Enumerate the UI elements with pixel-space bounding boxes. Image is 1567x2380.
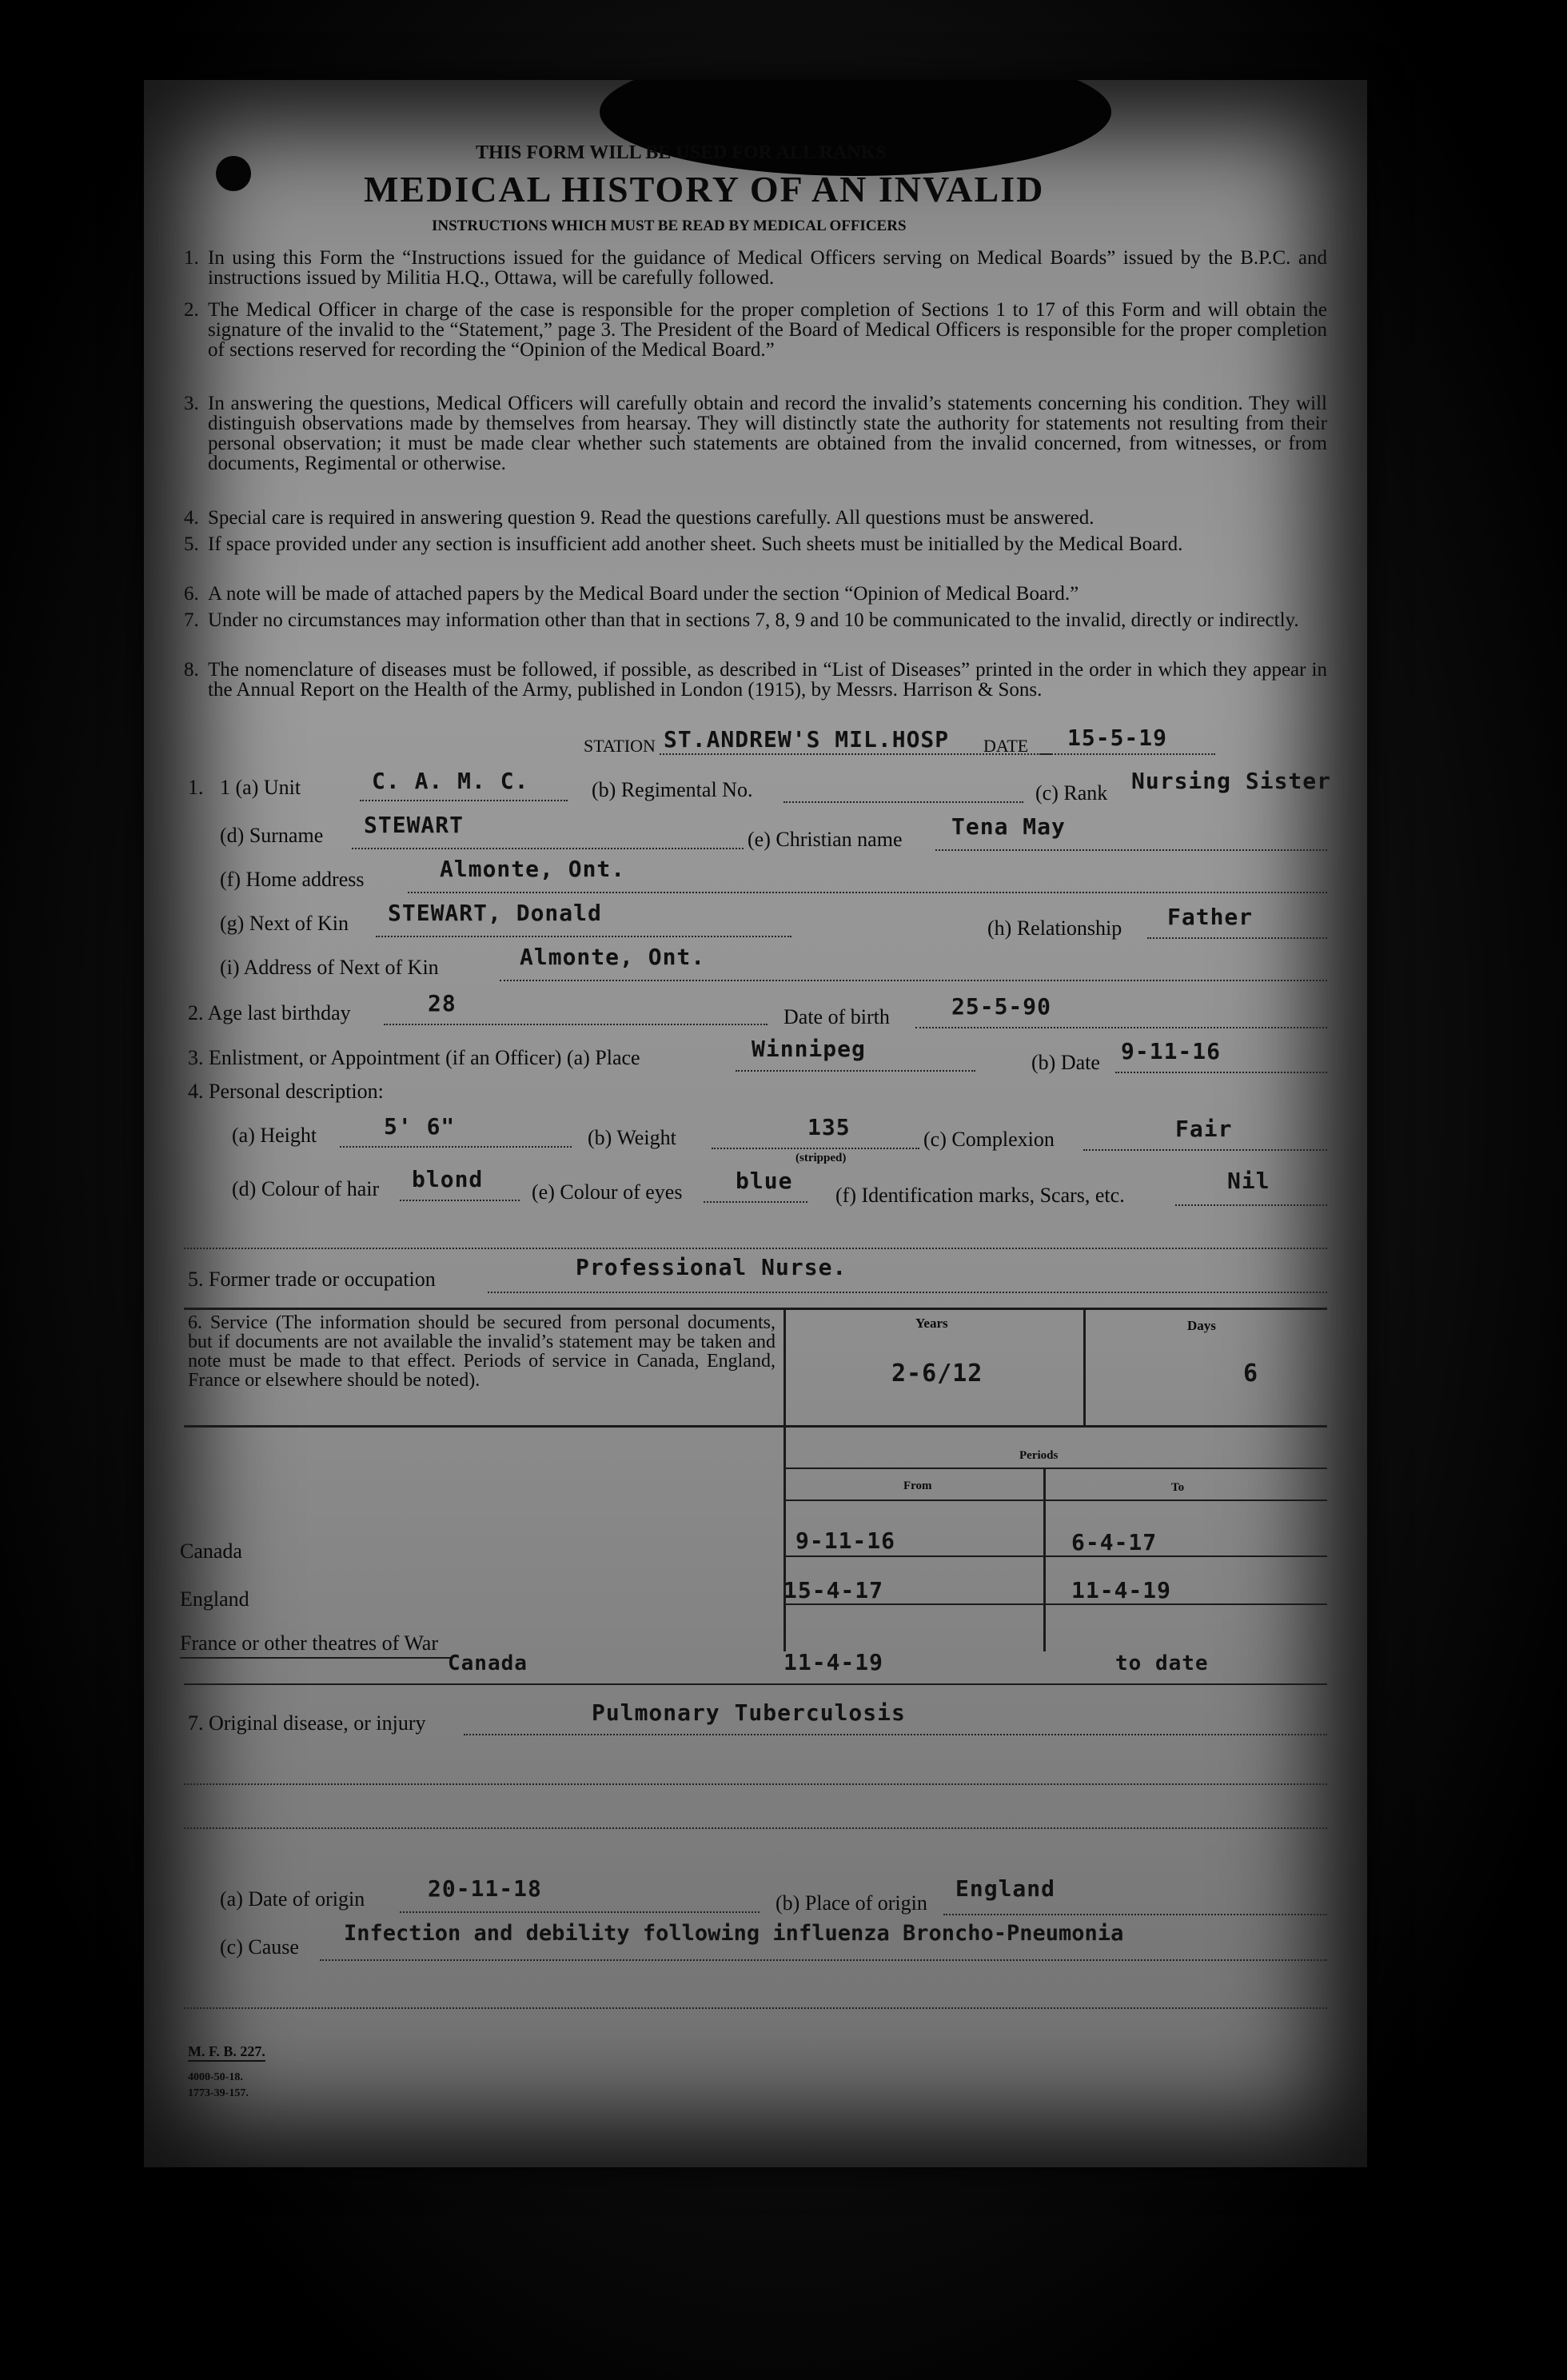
rank-label: (c) Rank [1035,781,1108,805]
disease-extra-line-1 [184,1783,1327,1785]
home-address-value: Almonte, Ont. [440,856,626,882]
instruction-5: 5. If space provided under any section is insufficient add another sheet. Such sheets must be initialled by the Medical Board. [184,533,1183,555]
service-row-place: Canada [180,1539,242,1563]
original-disease-line [464,1734,1327,1735]
service-table-top-rule [184,1308,1327,1310]
personal-description-label: 4. Personal description: [188,1080,384,1103]
service-table-col2-divider [1083,1308,1086,1428]
cause-label: (c) Cause [220,1935,299,1959]
instruction-2: 2. The Medical Officer in charge of the case is responsible for the proper completion of Sections 1 to 17 of this Form and will obtain the signature of the invalid to the “Statement,” page 3. The President of the Board of Medical Officers is responsible for the proper completion of sections reserved for recording the “Opinion of the Medical Board.” [184,299,1327,361]
service-row-from: 11-4-19 [784,1649,884,1675]
christian-name-value: Tena May [951,813,1066,840]
instructions-heading: INSTRUCTIONS WHICH MUST BE READ BY MEDICAL OFFICERS [432,218,907,234]
height-value: 5' 6" [384,1113,456,1140]
hair-colour-line [400,1200,520,1201]
weight-label: (b) Weight [588,1126,676,1149]
age-value: 28 [428,990,457,1016]
instruction-8: 8. The nomenclature of diseases must be followed, if possible, as described in “List of Diseases” printed in the order in which they appear in the Annual Report on the Health of the Army, published in London (1915), by Messrs. Harrison & Sons. [184,659,1327,701]
cause-value: Infection and debility following influenza Broncho-Pneumonia [344,1921,1124,1946]
stripped-note: (stripped) [795,1152,847,1164]
kin-address-label: (i) Address of Next of Kin [220,956,439,979]
age-label: 2. Age last birthday [188,1001,351,1024]
service-row-to: 11-4-19 [1071,1577,1172,1603]
weight-value: 135 [807,1114,851,1140]
kin-address-value: Almonte, Ont. [520,944,706,970]
christian-name-line [935,849,1327,851]
surname-label: (d) Surname [220,824,324,847]
years-header: Years [915,1316,948,1331]
form-number: M. F. B. 227. [188,2043,265,2062]
from-to-header-rule [784,1499,1327,1501]
service-row-place: France or other theatres of War [180,1631,439,1655]
form-header-note: THIS FORM WILL BE USED FOR ALL RANKS [476,142,887,163]
service-row-place-handwritten: Canada [448,1651,528,1675]
relationship-value: Father [1167,904,1254,930]
enlistment-date-label: (b) Date [1031,1051,1100,1074]
service-row-to: to date [1115,1651,1209,1675]
days-header: Days [1187,1318,1216,1333]
date-value: 15-5-19 [1067,725,1168,751]
origin-date-value: 20-11-18 [428,1875,542,1902]
next-of-kin-label: (g) Next of Kin [220,912,349,935]
form-title: MEDICAL HISTORY OF AN INVALID [364,169,1045,210]
hair-colour-label: (d) Colour of hair [232,1177,380,1200]
disease-extra-line-2 [184,1827,1327,1829]
relationship-line [1147,937,1327,939]
home-address-label: (f) Home address [220,868,365,891]
print-code-1: 4000-50-18. [188,2071,243,2083]
cause-extra-line [184,2007,1327,2009]
height-label: (a) Height [232,1124,317,1147]
enlistment-place-value: Winnipeg [752,1036,866,1062]
service-row-from: 9-11-16 [795,1527,896,1554]
height-line [340,1146,572,1148]
next-of-kin-value: STEWART, Donald [388,900,602,926]
identification-marks-line [1175,1204,1327,1206]
former-trade-value: Professional Nurse. [576,1254,847,1280]
station-value: ST.ANDREW'S MIL.HOSP [664,726,950,753]
original-disease-label: 7. Original disease, or injury [188,1711,426,1735]
instruction-6: 6. A note will be made of attached papers by the Medical Board under the section “Opinion of Medical Board.” [184,583,1079,605]
kin-address-line [500,980,1327,981]
former-trade-label: 5. Former trade or occupation [188,1268,436,1291]
complexion-label: (c) Complexion [923,1128,1055,1151]
instruction-3: 3. In answering the questions, Medical Officers will carefully obtain and record the invalid’s statements concerning his condition. They will distinguish observations made by themselves from hearsay. They will distinctly state the authority for statements not resulting from their personal observation; it must be made clear whether such statements are obtained from the invalid concerned, from witnesses, or from documents, Regimental or otherwise. [184,393,1327,474]
eyes-colour-line [704,1201,807,1203]
weight-line [712,1148,919,1149]
surname-line [352,848,744,849]
section-1-number: 1. [188,776,204,799]
relationship-label: (h) Relationship [987,916,1122,940]
enlistment-date-value: 9-11-16 [1121,1038,1222,1064]
complexion-value: Fair [1175,1116,1233,1142]
from-to-divider [1043,1469,1046,1651]
service-row-rule [784,1555,1327,1557]
hair-colour-value: blond [412,1166,484,1192]
cause-line [320,1959,1327,1961]
enlistment-date-line [1115,1072,1327,1073]
service-instructions-text: 6. Service (The information should be secured from personal documents, but if documents are not available the invalid’s statement may be taken and note must be made to that effect. Periods of service in Canada, England, France or elsewhere should be noted). [188,1312,776,1391]
origin-date-label: (a) Date of origin [220,1887,365,1911]
date-label: DATE [983,736,1029,756]
date-line [1039,753,1215,755]
instruction-7: 7. Under no circumstances may information other than that in sections 7, 8, 9 and 10 be communicated to the invalid, directly or indirectly. [184,609,1299,631]
days-value: 6 [1243,1360,1259,1388]
periods-header: Periods [1019,1449,1059,1462]
medical-form-sheet [144,80,1367,2167]
service-row-to: 6-4-17 [1071,1529,1158,1555]
complexion-line [1083,1149,1327,1151]
eyes-colour-value: blue [736,1168,793,1194]
identification-marks-label: (f) Identification marks, Scars, etc. [835,1184,1125,1207]
dob-value: 25-5-90 [951,993,1052,1020]
enlistment-place-line [736,1070,975,1072]
service-table-header-bottom-rule [184,1425,1327,1428]
theatres-underline [180,1657,452,1659]
periods-header-rule [784,1468,1327,1469]
original-disease-value: Pulmonary Tuberculosis [592,1699,906,1726]
from-header: From [903,1480,932,1492]
origin-place-label: (b) Place of origin [776,1891,927,1915]
rank-value: Nursing Sister [1131,768,1332,794]
to-header: To [1171,1481,1185,1494]
dob-label: Date of birth [784,1005,890,1028]
identification-marks-value: Nil [1227,1168,1270,1194]
surname-value: STEWART [364,812,465,838]
unit-value: C. A. M. C. [372,768,529,794]
origin-place-line [943,1914,1327,1915]
service-row-place: England [180,1587,249,1611]
instruction-1: 1. In using this Form the “Instructions issued for the guidance of Medical Officers serving on Medical Boards” issued by the B.P.C. and instructions issued by Militia H.Q., Ottawa, will be carefully followed. [184,247,1327,289]
unit-line [360,800,568,801]
enlistment-label: 3. Enlistment, or Appointment (if an Officer) (a) Place [188,1046,640,1069]
christian-name-label: (e) Christian name [748,828,903,851]
home-address-line [408,892,1327,893]
regimental-label: (b) Regimental No. [592,778,753,801]
dob-line [915,1027,1327,1028]
origin-date-line [400,1911,760,1913]
section-4-extra-line [184,1248,1327,1249]
age-line [384,1024,768,1025]
instruction-4: 4. Special care is required in answering question 9. Read the questions carefully. All questions must be answered. [184,507,1095,529]
station-label: STATION [584,736,656,756]
service-row-rule [784,1603,1327,1605]
unit-label: 1 (a) Unit [220,776,301,799]
years-value: 2-6/12 [891,1360,983,1388]
service-row-from: 15-4-17 [784,1577,884,1603]
print-code-2: 1773-39-157. [188,2087,249,2099]
section-7-top-rule [184,1683,1327,1685]
eyes-colour-label: (e) Colour of eyes [532,1180,683,1204]
origin-place-value: England [955,1875,1056,1902]
regimental-line [784,801,1023,803]
former-trade-line [488,1292,1327,1293]
punch-hole [216,156,251,191]
next-of-kin-line [376,936,791,937]
